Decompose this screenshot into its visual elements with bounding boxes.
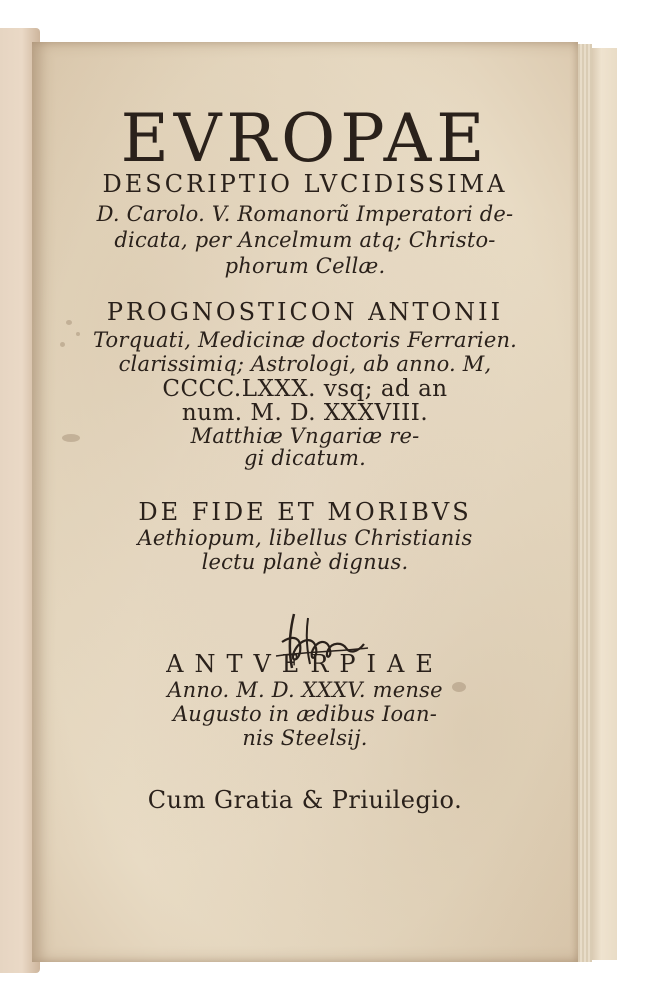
- section2-line6: Matthiæ Vngariæ re-: [190, 424, 420, 448]
- imprint-line3: Augusto in ædibus Ioan-: [172, 702, 438, 726]
- section1-line4: phorum Cellæ.: [224, 254, 386, 278]
- section1-line3: dicata, per Ancelmum atq; Christo-: [114, 228, 496, 252]
- page-title: EVROPAE: [120, 100, 490, 177]
- section2-line5: num. M. D. XXXVIII.: [181, 400, 429, 426]
- section2-line4: CCCC.LXXX. vsq; ad an: [162, 376, 448, 402]
- book-cover-right: [590, 48, 617, 960]
- imprint-line4: nis Steelsij.: [242, 726, 368, 750]
- section2-line2: Torquati, Medicinæ doctoris Ferrarien.: [92, 328, 518, 352]
- section2-line3: clarissimiq; Astrologi, ab anno. M,: [118, 352, 492, 376]
- section3-line1: DE FIDE ET MORIBVS: [138, 498, 472, 526]
- section1-line2: D. Carolo. V. Romanorũ Imperatori de-: [96, 202, 514, 226]
- section3-line3: lectu planè dignus.: [201, 550, 409, 574]
- section1-line1: DESCRIPTIO LVCIDISSIMA: [102, 170, 508, 198]
- section3-line2: Aethiopum, libellus Christianis: [137, 526, 473, 550]
- imprint-line2: Anno. M. D. XXXV. mense: [167, 678, 443, 702]
- imprint-city: ANTVERPIAE: [166, 650, 444, 678]
- section2-line1: PROGNOSTICON ANTONII: [106, 298, 504, 326]
- title-page: [32, 42, 578, 962]
- privilege-line: Cum Gratia & Priuilegio.: [147, 786, 463, 814]
- section2-line7: gi dicatum.: [243, 446, 367, 470]
